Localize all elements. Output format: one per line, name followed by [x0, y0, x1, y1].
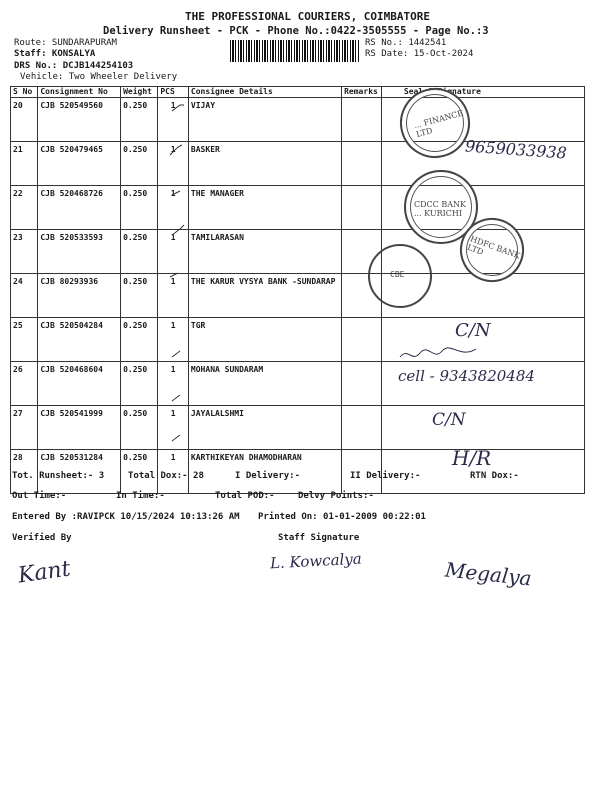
handwritten-phone: 9659033938 — [464, 136, 568, 163]
tot-runsheet: Tot. Runsheet:- 3 — [12, 471, 105, 481]
row-sno: 25 — [11, 318, 38, 362]
row-sno: 23 — [11, 230, 38, 274]
table-row — [11, 98, 585, 142]
row-sno: 27 — [11, 406, 38, 450]
handwritten-cell: cell - 9343820484 — [398, 367, 535, 385]
runsheet-title: Delivery Runsheet - PCK - Phone No.:0422-3505555 - Page No.:3 — [103, 25, 489, 37]
table-header-row — [11, 87, 585, 98]
row-weight: 0.250 — [121, 318, 158, 362]
col-header-consignee: Consignee Details — [188, 87, 341, 98]
row-consignment: CJB 520479465 — [38, 142, 121, 186]
row-pcs: 1 — [158, 406, 189, 450]
handwritten-cn-1: C/N — [455, 320, 491, 341]
handwritten-scribble — [398, 345, 478, 365]
handwritten-hr: H/R — [452, 446, 492, 470]
staff-label: Staff: KONSALYA — [14, 49, 96, 59]
row-consignment: CJB 520533593 — [38, 230, 121, 274]
row-sno: 21 — [11, 142, 38, 186]
row-seal — [381, 406, 584, 450]
col-header-seal: Seal & Signature — [381, 87, 584, 98]
row-weight: 0.250 — [121, 186, 158, 230]
row-consignee: VIJAY — [188, 98, 341, 142]
row-pcs: 1 — [158, 98, 189, 142]
verified-by-label: Verified By — [12, 533, 72, 543]
row-weight: 0.250 — [121, 362, 158, 406]
row-remarks — [342, 406, 382, 450]
total-pod: Total POD:- — [215, 491, 275, 501]
staff-signature-label: Staff Signature — [278, 533, 360, 543]
handwritten-cn-2: C/N — [432, 410, 466, 430]
row-weight: 0.250 — [121, 274, 158, 318]
finance-stamp: ... FINANCE LTD — [392, 80, 478, 166]
row-consignee: THE MANAGER — [188, 186, 341, 230]
row-sno: 20 — [11, 98, 38, 142]
row-pcs: 1 — [158, 362, 189, 406]
row-sno: 28 — [11, 450, 38, 494]
row-consignment: CJB 520549560 — [38, 98, 121, 142]
col-header-pcs: PCS — [158, 87, 189, 98]
company-name: THE PROFESSIONAL COURIERS, COIMBATORE — [185, 10, 431, 23]
tick-marks — [150, 95, 190, 455]
row-pcs: 1 — [158, 142, 189, 186]
row-pcs: 1 — [158, 274, 189, 318]
row-weight: 0.250 — [121, 142, 158, 186]
table-row — [11, 406, 585, 450]
verified-signature: Kant — [16, 556, 73, 589]
delvy-points: Delvy Points:- — [298, 491, 374, 501]
row-remarks — [342, 186, 382, 230]
row-consignee: MOHANA SUNDARAM — [188, 362, 341, 406]
row-consignee: TGR — [188, 318, 341, 362]
row-consignee: TAMILARASAN — [188, 230, 341, 274]
row-weight: 0.250 — [121, 230, 158, 274]
out-time: Out Time:- — [12, 491, 67, 501]
row-consignment: CJB 520531284 — [38, 450, 121, 494]
total-dox: Total Dox:- 28 — [128, 471, 204, 481]
drs-number: DRS No.: DCJB144254103 — [14, 61, 134, 71]
row-consignment: CJB 520541999 — [38, 406, 121, 450]
row-consignee: THE KARUR VYSYA BANK -SUNDARAP — [188, 274, 341, 318]
vehicle-label: Vehicle: Two Wheeler Delivery — [20, 72, 178, 82]
row-sno: 24 — [11, 274, 38, 318]
row-sno: 22 — [11, 186, 38, 230]
staff-signature-1: L. Kowcalya — [269, 549, 363, 573]
printed-on: Printed On: 01-01-2009 00:22:01 — [258, 512, 426, 522]
row-weight: 0.250 — [121, 406, 158, 450]
row-remarks — [342, 142, 382, 186]
staff-signature-2: Megalya — [443, 557, 533, 591]
rtn-dox: RTN Dox:- — [470, 471, 519, 481]
entered-by: Entered By :RAVIPCK 10/15/2024 10:13:26 AM — [12, 512, 240, 522]
row-consignee: BASKER — [188, 142, 341, 186]
col-header-sno: S No — [11, 87, 38, 98]
row-pcs: 1 — [158, 318, 189, 362]
row-remarks — [342, 318, 382, 362]
row-remarks — [342, 98, 382, 142]
route-label: Route: SUNDARAPURAM — [14, 38, 117, 48]
ii-delivery: II Delivery:- — [350, 471, 421, 481]
in-time: In Time:- — [116, 491, 165, 501]
cdcc-bank-stamp: CDCC BANK ... KURICHI — [404, 170, 478, 244]
row-consignment: CJB 520468726 — [38, 186, 121, 230]
row-consignment: CJB 520504284 — [38, 318, 121, 362]
row-weight: 0.250 — [121, 450, 158, 494]
row-consignment: CJB 80293936 — [38, 274, 121, 318]
col-header-consignment: Consignment No — [38, 87, 121, 98]
rs-number: RS No.: 1442541 — [365, 38, 447, 48]
row-consignee: JAYALALSHMI — [188, 406, 341, 450]
row-remarks — [342, 362, 382, 406]
row-weight: 0.250 — [121, 98, 158, 142]
col-header-remarks: Remarks — [342, 87, 382, 98]
row-pcs: 1 — [158, 450, 189, 494]
table-row — [11, 318, 585, 362]
row-sno: 26 — [11, 362, 38, 406]
i-delivery: I Delivery:- — [235, 471, 301, 481]
hdfc-bank-stamp: HDFC BANK LTD — [451, 209, 533, 291]
row-pcs: 1 — [158, 230, 189, 274]
row-pcs: 1 — [158, 186, 189, 230]
row-consignee: KARTHIKEYAN DHAMODHARAN — [188, 450, 341, 494]
rs-date: RS Date: 15-Oct-2024 — [365, 49, 474, 59]
col-header-weight: Weight — [121, 87, 158, 98]
round-stamp: CBE — [368, 244, 432, 308]
row-consignment: CJB 520468604 — [38, 362, 121, 406]
barcode — [230, 40, 360, 62]
